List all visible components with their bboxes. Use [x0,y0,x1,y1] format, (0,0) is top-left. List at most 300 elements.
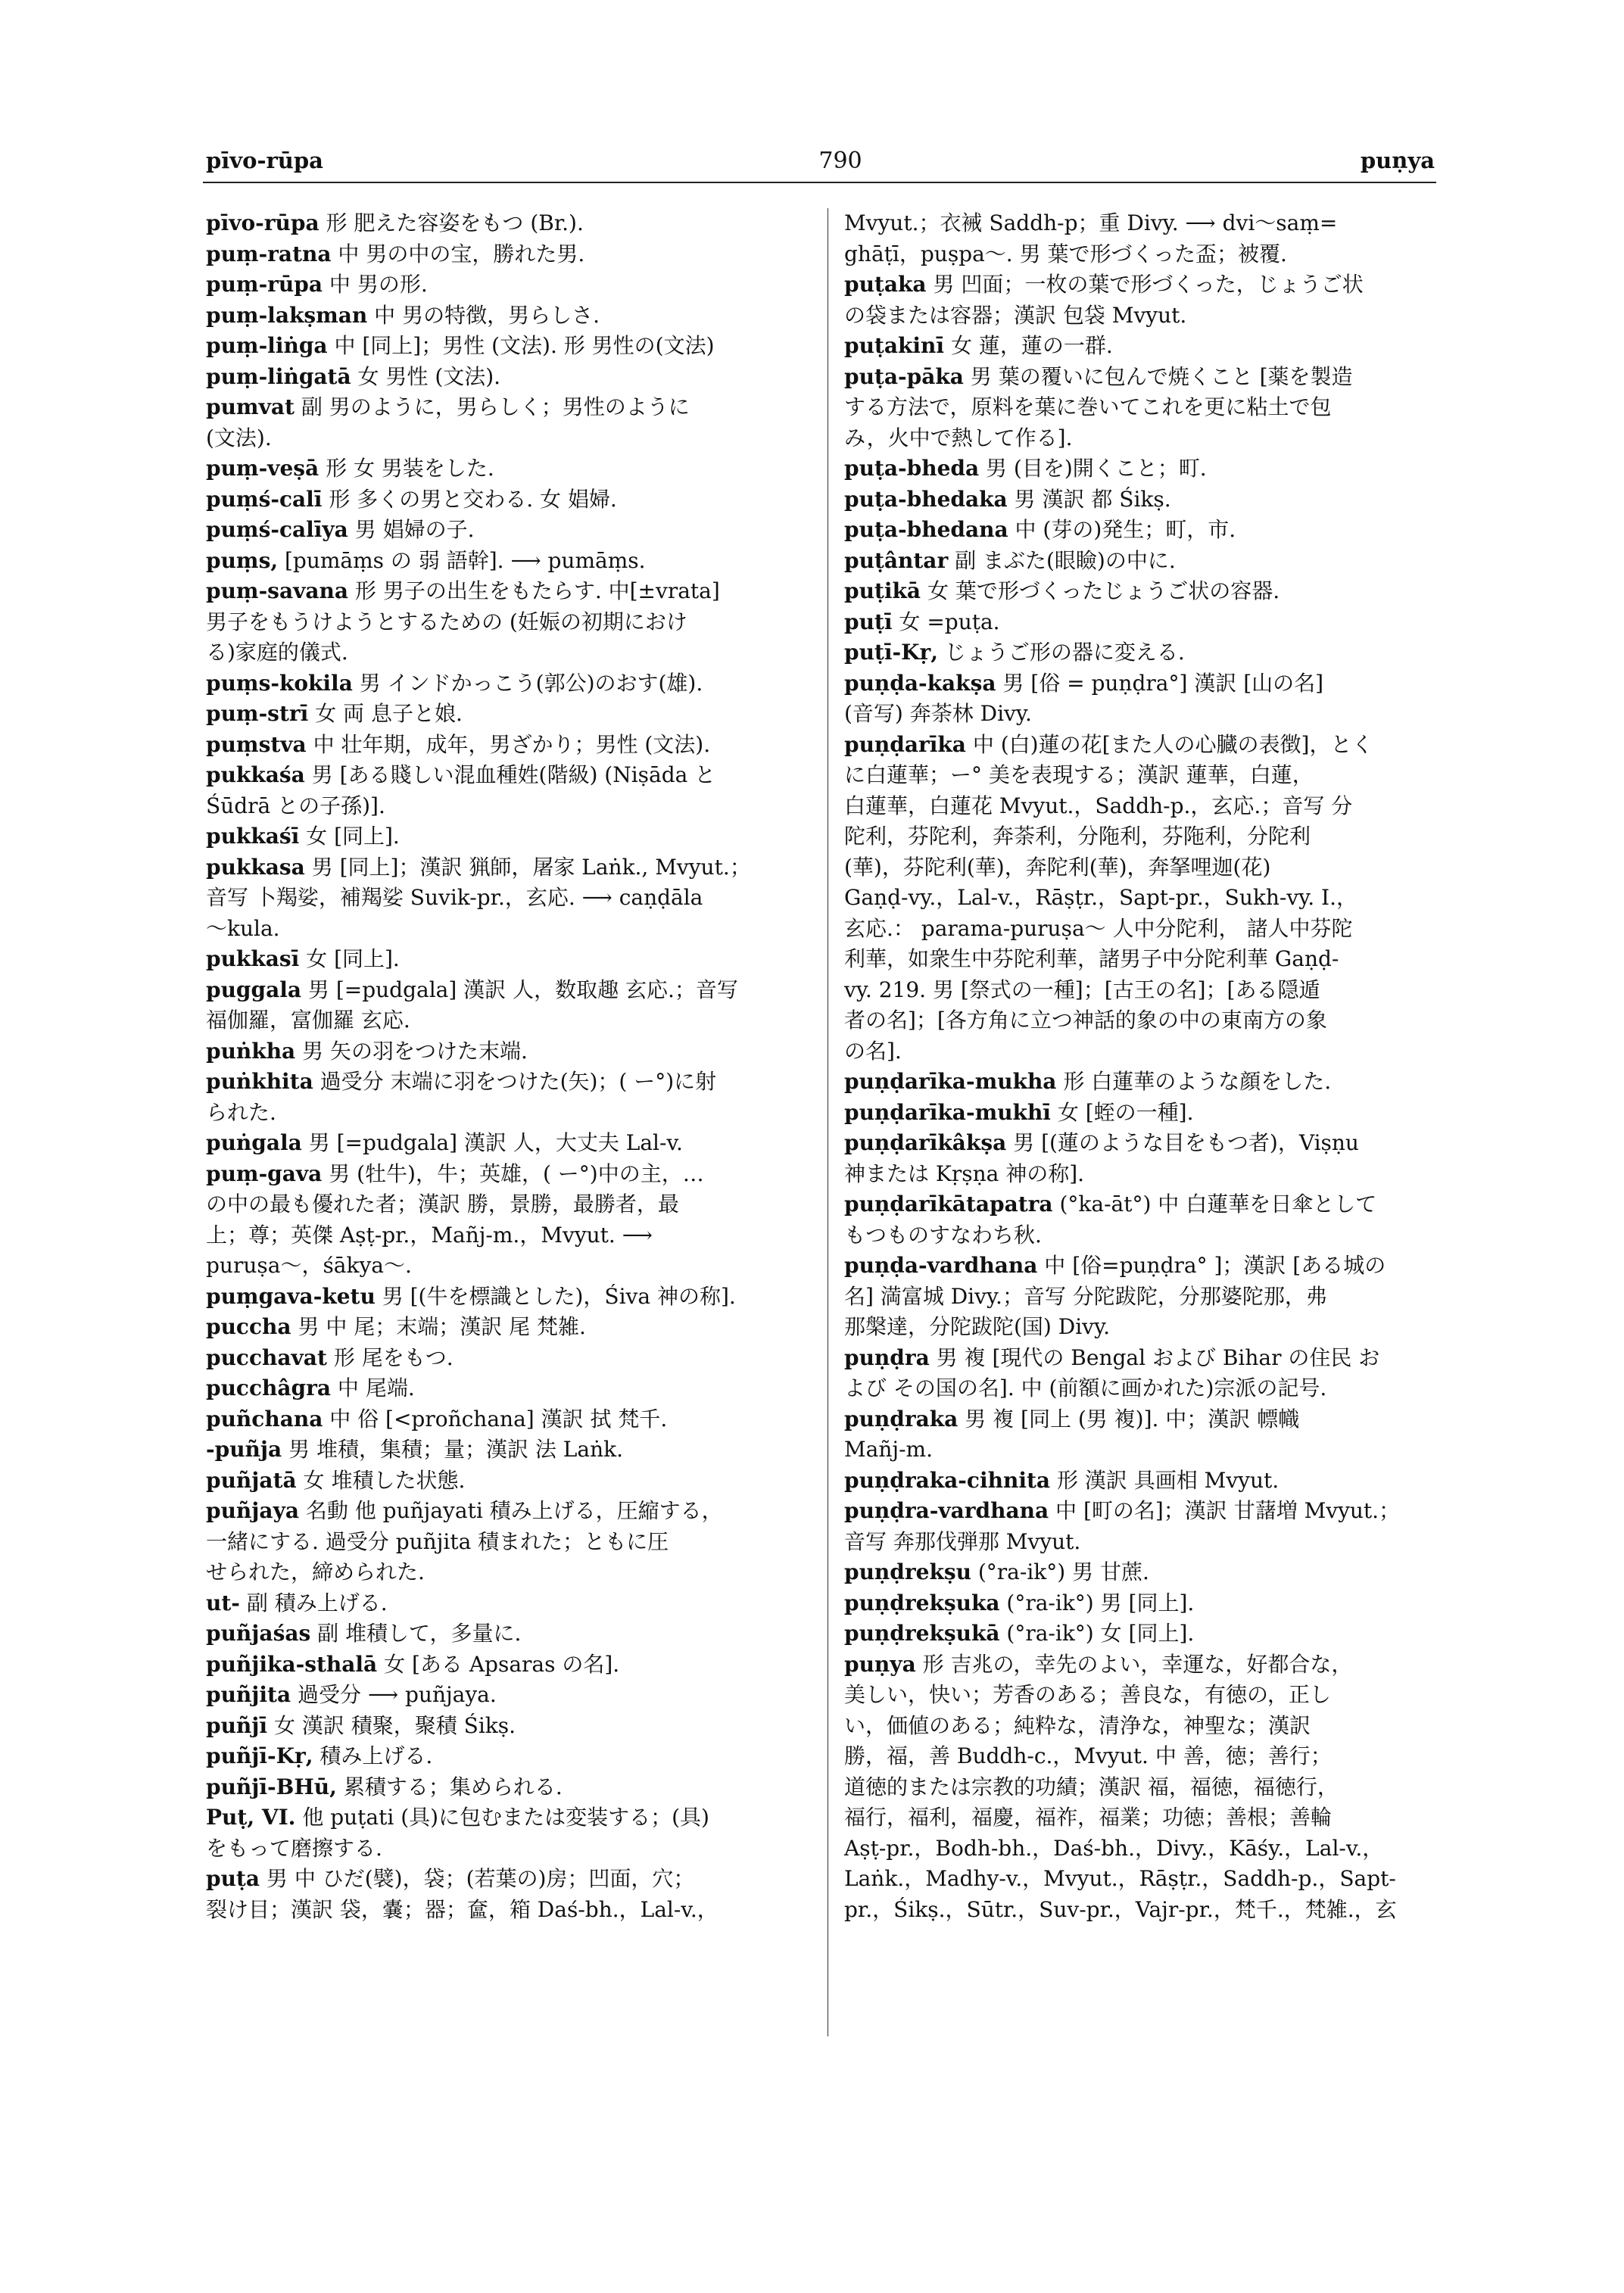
entry-line [206,1067,819,1098]
dictionary-entry [206,1435,819,1466]
dictionary-entry [206,760,819,821]
definition-text: じょうご形の器に変える. [937,640,1185,665]
definition-text: 一緒にする. 過受分 puñjita 積まれた；ともに圧 [206,1528,669,1554]
entry-line [844,301,1442,332]
definition-text: 神または Kṛṣṇa 神の称]. [844,1161,1085,1186]
entry-line [206,1557,819,1588]
definition-text: (°ra-ik°) 男 甘蔗. [971,1559,1149,1584]
definition-text: 男子をもうけようとするための (妊娠の初期におけ [206,609,687,634]
definition-text: 男 [(牛を標識とした)，Śiva 神の称]. [375,1283,736,1309]
definition-text: Śūdrā との子孫)]. [206,793,385,818]
entry-line [844,1680,1442,1711]
headword: puṭī-Kṛ, [844,640,938,665]
dictionary-entry [206,1711,819,1742]
definition-text: 女 漢訳 積聚，聚積 Śikṣ. [267,1712,516,1738]
headword: puṭa [206,1866,260,1891]
definition-text: 過受分 末端に羽をつけた(矢)；( ー°)に射 [313,1069,717,1094]
definition-text: 副 堆積して，多量に. [310,1621,522,1646]
headword: puñjaśas [206,1621,311,1646]
headword: puṇḍra-vardhana [844,1498,1049,1523]
dictionary-entry [206,699,819,730]
dictionary-entry [844,1650,1442,1926]
entry-line [844,515,1442,546]
definition-text: 副 まぶた(眼瞼)の中に. [948,547,1176,573]
definition-text: に白蓮華；ー° 美を表現する；漢訳 蓮華，白蓮， [844,762,1314,787]
dictionary-entry [206,975,819,1036]
definition-text: 男 娼婦の子. [348,517,475,542]
entry-line [206,1251,819,1282]
dictionary-entry [844,362,1442,454]
entry-line [206,331,819,362]
headword: puṇḍarīka-mukha [844,1069,1057,1094]
definition-text: 中 壮年期，成年，男ざかり；男性 (文法). [306,731,711,757]
definition-text: 男 [=pudgala] 漢訳 人，数取趣 玄応.；音写 [301,977,738,1002]
definition-text: (音写) 奔荼林 Divy. [844,701,1032,726]
headword: puṇḍarīkātapatra [844,1192,1053,1217]
entry-line [844,1005,1442,1036]
entry-line [844,1864,1442,1895]
dictionary-entry [206,392,819,453]
entry-line [844,1159,1442,1190]
dictionary-entry [206,1772,819,1803]
entry-line [844,392,1442,423]
headword: puṃs, [206,547,279,573]
headword: puṭī [844,609,893,634]
entry-line [206,1711,819,1742]
definition-text: 形 男子の出生をもたらす. 中[±vrata] [348,578,720,603]
headword: pukkasa [206,854,305,880]
entry-line [844,1833,1442,1865]
dictionary-entry [206,1466,819,1497]
dictionary-entry [206,730,819,761]
headword: puṃ-gava [206,1161,323,1186]
headword: pucchavat [206,1344,327,1370]
definition-text: 者の名]；[各方角に立つ神話的象の中の東南方の象 [844,1008,1327,1033]
definition-text: 女 男性 (文法). [351,363,501,389]
entry-line [844,1527,1442,1558]
entry-line [844,1373,1442,1404]
dictionary-entry [206,484,819,516]
dictionary-entry [844,331,1442,362]
entry-line [206,1282,819,1313]
dictionary-entry [206,1588,819,1619]
entry-line [206,975,819,1006]
entry-line [844,331,1442,362]
running-head-left: pīvo-rūpa [206,148,323,173]
entry-line [206,1618,819,1650]
headword: puṃ-veṣā [206,456,320,481]
dictionary-entry [844,484,1442,516]
entry-line [206,1527,819,1558]
dictionary-entry [206,362,819,393]
headword: puṭa-bheda [844,456,980,481]
entry-line [206,944,819,975]
headword: puṭa-bhedana [844,517,1008,542]
headword: puṭaka [844,272,927,297]
dictionary-entry [206,301,819,332]
definition-text: Laṅk.，Madhy-v.，Mvyut.，Rāṣṭr.，Saddh-p.，Sapt- [844,1866,1396,1891]
dictionary-entry [206,821,819,852]
headword: pumvat [206,394,295,419]
entry-line [844,208,1442,239]
definition-text: 女 [蛭の一種]. [1050,1099,1194,1125]
definition-text: 男 葉の覆いに包んで焼くこと [薬を製造 [963,363,1353,389]
definition-text: 福行，福利，福慶，福祚，福業；功徳；善根；善輪 [844,1805,1333,1830]
dictionary-entry [206,1128,819,1159]
dictionary-entry [206,1312,819,1343]
dictionary-entry [206,668,819,699]
headword: pucchâgra [206,1375,332,1400]
definition-text: する方法で，原料を葉に巻いてこれを更に粘土で包 [844,394,1332,419]
entry-line [844,1128,1442,1159]
entry-line [844,1282,1442,1313]
dictionary-entry [206,1404,819,1435]
dictionary-entry [206,1496,819,1588]
entry-line [206,392,819,423]
definition-text: 白蓮華，白蓮花 Mvyut.，Saddh-p.，玄応.；音写 分 [844,793,1353,818]
headword: puñchana [206,1406,323,1432]
definition-text: 男 漢訳 都 Śikṣ. [1007,486,1171,512]
headword: puṃ-strī [206,701,309,726]
headword: pukkaśa [206,762,305,787]
dictionary-entry [844,1557,1442,1588]
definition-text: puruṣa〜，śākya〜. [206,1253,412,1278]
definition-text: 過受分 ⟶ puñjaya. [291,1682,497,1707]
entry-line [206,1435,819,1466]
entry-line [844,944,1442,975]
entry-line [844,730,1442,761]
definition-text: い，価値のある；純粋な，清浄な，神聖な；漢訳 [844,1712,1311,1738]
headword: puṃ-savana [206,578,349,603]
headword: puṇḍa-vardhana [844,1253,1038,1278]
entry-line [206,852,819,883]
entry-line [844,453,1442,484]
headword: puṇḍraka-cihnita [844,1467,1051,1493]
headword: puñjaya [206,1498,299,1523]
definition-text: 女 [同上]. [299,946,400,971]
definition-text: Gaṇḍ-vy.，Lal-v.，Rāṣṭr.，Sapt-pr.，Sukh-vy. I.， [844,885,1358,910]
headword: puṃ-lakṣman [206,302,368,328]
dictionary-entry [844,208,1442,269]
definition-text: (°ka-āt°) 中 白蓮華を日傘として [1052,1192,1377,1217]
headword: puṃ-ratna [206,241,332,266]
dictionary-entry [844,1588,1442,1619]
definition-text: 男 凹面；一枚の葉で形づくった，じょうご状 [926,272,1364,297]
definition-text: 男 [俗 = puṇḍra°] 漢訳 [山の名] [996,670,1324,696]
dictionary-entry [206,852,819,945]
definition-text: 女 両 息子と娘. [308,701,463,726]
headword: puṭa-pāka [844,363,964,389]
entry-line [844,1711,1442,1742]
entry-line [844,1466,1442,1497]
entry-line [844,484,1442,516]
entry-line [844,1036,1442,1067]
headword: puṭikā [844,578,921,603]
definition-text: 形 女 男装をした. [319,456,494,481]
page-number: 790 [818,148,862,174]
entry-line [844,546,1442,577]
entry-line [206,883,819,914]
definition-text: 男 堆積，集積；量；漢訳 法 Laṅk. [282,1437,623,1462]
definition-text: 中 尾端. [331,1375,415,1400]
entry-line [206,1128,819,1159]
headword: puṅkhita [206,1069,313,1094]
dictionary-entry [206,1650,819,1681]
left-column [206,208,819,1925]
headword: puccha [206,1314,291,1339]
dictionary-entry [844,1251,1442,1343]
definition-text: 中 俗 [<proñchana] 漢訳 拭 梵千. [323,1406,668,1432]
headword: pukkasī [206,946,300,971]
definition-text: 形 白蓮華のような顔をした. [1056,1069,1332,1094]
entry-line [844,914,1442,945]
header-rule [203,182,1436,183]
entry-line [206,1680,819,1711]
definition-text: Aṣṭ-pr.，Bodh-bh.，Daś-bh.，Divy.，Kāśy.，Lal-v.， [844,1835,1384,1861]
definition-text: 女 =puṭa. [892,609,1000,634]
entry-line [206,1650,819,1681]
definition-text: (°ra-ik°) 女 [同上]. [999,1621,1195,1646]
definition-text: (°ra-ik°) 男 [同上]. [999,1590,1195,1615]
headword: puñjatā [206,1467,297,1493]
dictionary-entry [844,1098,1442,1129]
definition-text: 勝，福，善 Buddh-c.，Mvyut. 中 善，徳；善行； [844,1743,1332,1768]
definition-text: 形 漢訳 具画相 Mvyut. [1050,1467,1280,1493]
headword: puṇḍrekṣuka [844,1590,1000,1615]
definition-text: る)家庭的儀式. [206,640,348,665]
entry-line [206,607,819,638]
entry-line [206,208,819,239]
headword: puṃ-rūpa [206,272,323,297]
headword: puñjita [206,1682,291,1707]
definition-text: 玄応.： parama-puruṣa〜 人中分陀利， 諸人中芬陀 [844,915,1353,941]
entry-line [844,362,1442,393]
entry-line [844,1220,1442,1251]
definition-text: [pumāṃs の 弱 語幹]. ⟶ pumāṃs. [278,547,646,573]
entry-line [844,1251,1442,1282]
definition-text: 男 (目を)開くこと；町. [979,456,1207,481]
headword: puṇḍarīkâkṣa [844,1130,1007,1155]
dictionary-entry [844,515,1442,546]
entry-line [206,362,819,393]
definition-text: 副 積み上げる. [239,1590,388,1615]
entry-line [844,576,1442,607]
definition-text: 中 (白)蓮の花[また人の心臓の表徴]，とく [965,731,1373,757]
headword: puṅkha [206,1038,296,1064]
definition-text: の名]. [844,1038,902,1064]
dictionary-entry [206,1036,819,1067]
headword: puñjī-Kṛ, [206,1743,313,1768]
dictionary-entry [206,208,819,239]
dictionary-entry [844,668,1442,730]
entry-line [206,1220,819,1251]
entry-line [844,607,1442,638]
entry-line [206,760,819,791]
headword: puṇḍra [844,1344,930,1370]
dictionary-entry [206,331,819,362]
entry-line [206,1588,819,1619]
definition-text: 男 複 [現代の Bengal および Bihar の住民 お [929,1344,1380,1370]
definition-text: 積み上げる. [313,1743,433,1768]
definition-text: 中 [俗=puṇḍra° ]；漢訳 [ある城の [1037,1253,1386,1278]
definition-text: 男 [(蓮のような目をもつ者)，Viṣṇu [1006,1130,1359,1155]
definition-text: 男 複 [同上 (男 複)]. 中；漢訳 幖幟 [958,1406,1300,1432]
dictionary-entry [844,1128,1442,1189]
entry-line [206,1159,819,1190]
dictionary-entry [206,1618,819,1650]
dictionary-entry [844,1618,1442,1650]
entry-line [844,1772,1442,1803]
headword: puṃ-liṅga [206,333,328,358]
entry-line [206,1312,819,1343]
definition-text: 副 男のように，男らしく；男性のように [294,394,690,419]
definition-text: 男 インドかっこう(郭公)のおす(雄). [352,670,703,696]
definition-text: み，火中で熱して作る]. [844,425,1073,450]
definition-text: 音写 奔那伐弾那 Mvyut. [844,1528,1081,1554]
definition-text: 男 [=pudgala] 漢訳 人，大丈夫 Lal-v. [301,1130,683,1155]
dictionary-entry [844,453,1442,484]
definition-text: 音写 卜羯娑，補羯娑 Suvik-pr.，玄応. ⟶ caṇḍāla [206,885,703,910]
definition-text: よび その国の名]. 中 (前額に画かれた)宗派の記号. [844,1375,1327,1400]
headword: puñjika-sthalā [206,1651,378,1677]
dictionary-entry [844,1067,1442,1098]
definition-text: 中 男の中の宝，勝れた男. [331,241,585,266]
entry-line [844,1895,1442,1926]
definition-text: 裂け目；漢訳 袋，嚢；器；奩，箱 Daś-bh.，Lal-v.， [206,1896,718,1922]
definition-text: 中 男の形. [323,272,428,297]
headword: -puñja [206,1437,282,1462]
dictionary-entry [844,730,1442,1067]
dictionary-entry [844,546,1442,577]
definition-text: ghāṭī，puṣpa〜. 男 葉で形づくった盃；被覆. [844,241,1287,266]
entry-line [206,269,819,301]
definition-text: (華)，芬陀利(華)，奔陀利(華)，奔拏哩迦(花) [844,854,1271,880]
entry-line [206,1833,819,1865]
definition-text: 男 中 尾；末端；漢訳 尾 梵雑. [291,1314,586,1339]
definition-text: 男 中 ひだ(襞)，袋；(若葉の)房；凹面，穴； [260,1866,695,1891]
entry-line [206,239,819,270]
entry-line [844,1343,1442,1374]
entry-line [844,1189,1442,1220]
entry-line [206,730,819,761]
definition-text: 〜kula. [206,915,280,941]
entry-line [844,423,1442,454]
definition-text: 上；尊；英傑 Aṣṭ-pr.，Mañj-m.，Mvyut. ⟶ [206,1222,653,1248]
entry-line [206,1189,819,1220]
headword: puṅgala [206,1130,302,1155]
entry-line [844,1741,1442,1772]
dictionary-entry [844,1404,1442,1466]
definition-text: もつものすなわち秋. [844,1222,1042,1248]
dictionary-entry [206,1343,819,1374]
headword: puṇḍarīka-mukhī [844,1099,1051,1125]
entry-line [844,1098,1442,1129]
definition-text: の中の最も優れた者；漢訳 勝，景勝，最勝者，最 [206,1192,679,1217]
dictionary-entry [844,607,1442,638]
dictionary-entry [206,1282,819,1313]
dictionary-entry [844,1466,1442,1497]
definition-text: 女 蓮，蓮の一群. [944,333,1113,358]
dictionary-entry [206,1067,819,1128]
definition-text: 中 [同上]；男性 (文法). 形 男性の(文法) [327,333,715,358]
definition-text: せられた，締められた. [206,1559,425,1584]
entry-line [206,1404,819,1435]
dictionary-entry [206,1741,819,1772]
definition-text: 男 矢の羽をつけた末端. [295,1038,528,1064]
entry-line [206,1373,819,1404]
headword: puṃgava-ketu [206,1283,376,1309]
dictionary-entry [206,1680,819,1711]
definition-text: 中 [町の名]；漢訳 甘藷増 Mvyut.； [1049,1498,1401,1523]
entry-line [206,484,819,516]
dictionary-entry [206,1802,819,1864]
definition-text: 形 尾をもつ. [326,1344,454,1370]
definition-text: Mvyut.；衣裓 Saddh-p；重 Divy. ⟶ dvi〜saṃ= [844,210,1338,235]
definition-text: Mañj-m. [844,1437,933,1462]
definition-text: 美しい，快い；芳香のある；善良な，有徳の，正し [844,1682,1331,1707]
entry-line [844,1404,1442,1435]
entry-line [844,637,1442,668]
entry-line [206,515,819,546]
definition-text: 道徳的または宗教的功績；漢訳 福，福徳，福徳行， [844,1774,1339,1799]
dictionary-entry [206,1864,819,1925]
entry-line [206,699,819,730]
dictionary-entry [206,1373,819,1404]
definition-text: 女 堆積した状態. [296,1467,466,1493]
headword: puṃś-calīya [206,517,348,542]
definition-text: 名] 満富城 Divy.；音写 分陀跋陀，分那婆陀那，弗 [844,1283,1327,1309]
entry-line [844,668,1442,699]
entry-line [844,821,1442,852]
definition-text: 形 肥えた容姿をもつ (Br.). [319,210,584,235]
headword: puṇya [844,1651,916,1677]
headword: puṭântar [844,547,949,573]
definition-text: 男 [同上]；漢訳 猟師，屠家 Laṅk., Mvyut.； [304,854,751,880]
entry-line [844,852,1442,883]
headword: puñjī [206,1712,268,1738]
entry-line [206,1772,819,1803]
definition-text: 利華，如衆生中芬陀利華，諸男子中分陀利華 Gaṇḍ- [844,946,1339,971]
entry-line [844,239,1442,270]
entry-line [206,423,819,454]
entry-line [206,1466,819,1497]
definition-text: 女 葉で形づくったじょうご状の容器. [921,578,1280,603]
entry-line [206,791,819,822]
definition-text: 男 [ある賤しい混血種姓(階級) (Niṣāda と [304,762,716,787]
headword: puggala [206,977,302,1002]
entry-line [844,975,1442,1006]
entry-line [206,1343,819,1374]
entry-line [206,914,819,945]
definition-text: の袋または容器；漢訳 包袋 Mvyut. [844,302,1187,328]
definition-text: 男 (牡牛)，牛；英雄，( ー°)中の主，… [322,1161,704,1186]
entry-line [844,1312,1442,1343]
dictionary-entry [844,1343,1442,1404]
dictionary-entry [206,515,819,546]
headword: puṭakinī [844,333,945,358]
running-head-right: puṇya [1360,148,1435,173]
headword: puṇḍrekṣu [844,1559,971,1584]
entry-line [206,576,819,607]
headword: puṭa-bhedaka [844,486,1008,512]
definition-text: 累積する；集められる. [336,1774,563,1799]
entry-line [206,1098,819,1129]
entry-line [844,1588,1442,1619]
entry-line [206,637,819,668]
headword: puṇḍarīka [844,731,966,757]
dictionary-entry [206,1159,819,1282]
definition-text: 那槃達，分陀跋陀(国) Divy. [844,1314,1110,1339]
